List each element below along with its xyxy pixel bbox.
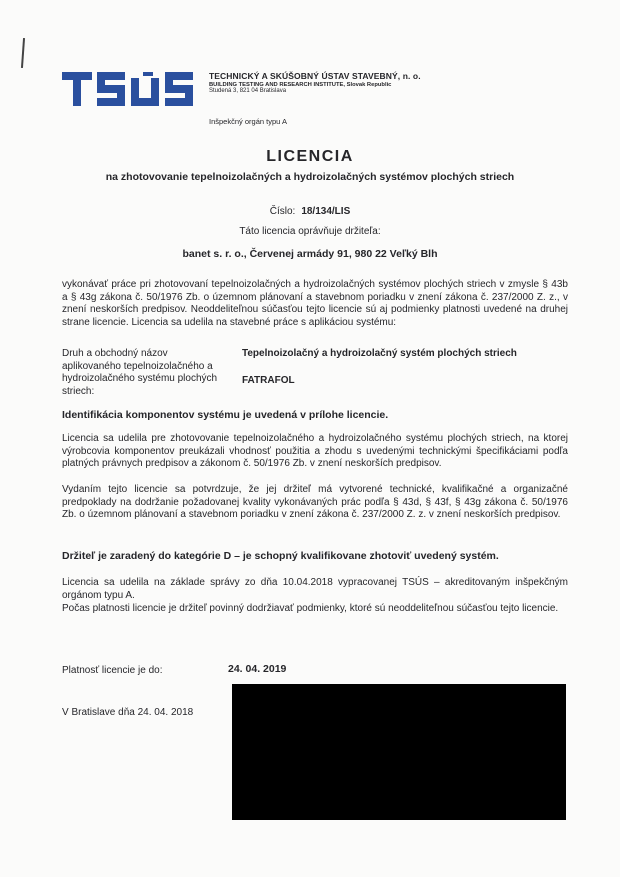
- system-label: Druh a obchodný názov aplikovaného tepelnoizolačného a hydroizolačného systému plochých striech:: [62, 348, 218, 397]
- place-and-date: V Bratislave dňa 24. 04. 2018: [62, 707, 194, 718]
- inspection-body-label: Inšpekčný orgán typu A: [209, 117, 287, 126]
- license-holder: banet s. r. o., Červenej armády 91, 980 22 Veľký Blh: [182, 248, 438, 260]
- authorization-text: Táto licencia oprávňuje držiteľa:: [239, 226, 381, 237]
- redacted-signature-area: [232, 684, 566, 820]
- document-subtitle: na zhotovovanie tepelnoizolačných a hydroizolačných systémov plochých striech: [105, 171, 515, 183]
- institute-name: TECHNICKÝ A SKÚŠOBNÝ ÚSTAV STAVEBNÝ, n. o.: [209, 71, 421, 81]
- license-number-value: 18/134/LIS: [301, 206, 351, 217]
- tsus-logo: [62, 72, 202, 106]
- document-title: LICENCIA: [266, 148, 354, 165]
- system-name: Tepelnoizolačný a hydroizolačný systém plochých striech: [242, 348, 517, 359]
- institute-name-en: BUILDING TESTING AND RESEARCH INSTITUTE, Slovak Republic: [209, 81, 392, 88]
- category-statement: Držiteľ je zaradený do kategórie D – je schopný kvalifikovane zhotoviť uvedený systém.: [62, 550, 499, 562]
- paragraph-qualification: Vydaním tejto licencie sa potvrdzuje, že jej držiteľ má vytvorené technické, kvalifikačné a organizačné predpoklady na dodržanie požadovanej kvality vykonávaných prác podľa § 43d, § 43f, § 43g zákona č. 50/1976 Zb. o územnom plánovaní a stavebnom poriadku v znení zákona č. 237/2000 Z. z. v znení neskorších predpisov.: [62, 484, 568, 521]
- paragraph-conditions: Počas platnosti licencie je držiteľ povinný dodržiavať podmienky, ktoré sú neoddeliteľnou súčasťou tejto licencie.: [62, 603, 559, 614]
- validity-date: 24. 04. 2019: [228, 663, 287, 675]
- paragraph-conformity: Licencia sa udelila pre zhotovovanie tepelnoizolačného a hydroizolačného systému plochých striech, na ktorej výrobcovia komponentov preukázali vhodnosť použitia a zhodu s uvedenými technickými špecifikáciami podľa platných právnych predpisov a zákonom č. 50/1976 Zb. v znení neskorších predpisov.: [62, 433, 568, 470]
- license-number: [0, 206, 620, 217]
- paragraph-report: Licencia sa udelila na základe správy zo dňa 10.04.2018 vypracovanej TSÚS – akreditovaným inšpekčným orgánom typu A.: [62, 577, 568, 601]
- pen-mark: [21, 38, 25, 68]
- institute-address: Studená 3, 821 04 Bratislava: [209, 88, 287, 95]
- paragraph-scope: vykonávať práce pri zhotovovaní tepelnoizolačných a hydroizolačných systémov plochých striech v zmysle § 43b a § 43g zákona č. 50/1976 Zb. o územnom plánovaní a stavebnom poriadku v znení zákona č. 237/2000 Z. z., v znení neskorších predpisov. Neoddeliteľnou súčasťou tejto licencie sú aj podmienky platnosti uvedené na druhej strane licencie. Licencia sa udelila na stavebné práce s aplikáciou systému:: [62, 279, 568, 328]
- identification-note: Identifikácia komponentov systému je uvedená v prílohe licencie.: [62, 409, 389, 421]
- license-number-label: Číslo:: [269, 206, 296, 217]
- system-trade-name: FATRAFOL: [242, 375, 295, 386]
- institute-header: [209, 72, 421, 95]
- validity-label: Platnosť licencie je do:: [62, 665, 163, 676]
